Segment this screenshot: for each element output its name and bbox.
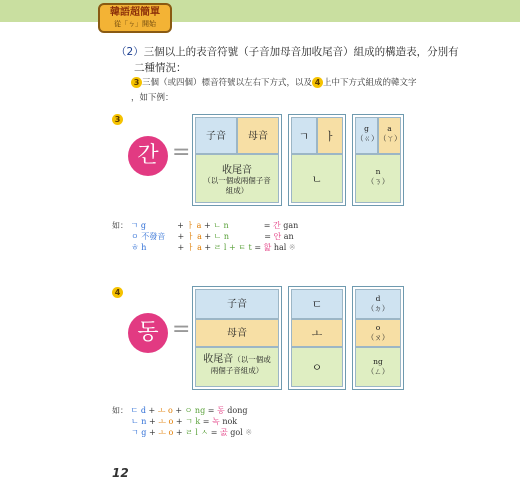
example-consonant: ㄴ n [131,417,147,426]
jamo-giyeok: ㄱ [291,117,317,154]
rom-a-bopomofo: （ㄚ） [379,134,402,143]
example-final-extra: ㅅ [200,428,209,437]
example-romanization: dong [227,406,248,415]
vowel-cell: 母音 [195,319,279,347]
example-final: ㄴ n [213,221,229,230]
logo-title: 韓語超簡單 [110,7,160,18]
final-sub-1: （以一個或 [233,355,271,364]
example-vowel: ㅏ a [186,221,202,230]
jamo-a: ㅏ [317,117,343,154]
equals-sign: = [202,417,210,426]
plus-sign: + [177,232,185,241]
example-result: 핥 [263,243,272,252]
example-vowel: ㅏ a [186,232,202,241]
note-text-2: 上中下方式組成的韓文字 [323,78,417,88]
case-4-marker: 4 [112,287,123,298]
example-row [112,405,252,416]
rom-o-bopomofo: （ㄡ） [366,333,390,342]
plus-sign: + [204,243,212,252]
final-sub-2: 組成） [225,186,249,195]
plus-sign: + [148,406,156,415]
rom-g: g [364,124,369,133]
rom-o: o [375,323,381,332]
plus-sign: + [148,428,156,437]
intro-note [131,76,417,106]
equals-sign: = [254,243,262,252]
rom-ng-bopomofo: （ㄥ） [366,367,390,376]
example-result: 간 [272,221,281,230]
rom-g-cell [355,117,378,154]
consonant-cell: 子音 [195,117,237,154]
plus-sign: + [177,243,185,252]
example-consonant: ㄱ g [130,221,146,230]
rom-ng: ng [373,357,383,366]
jamo-ieung: ㅇ [291,347,343,387]
example-row [112,242,298,253]
examples-label: 如： [112,406,128,415]
equals-sign: = [172,140,191,165]
rom-ng-cell [355,347,401,387]
examples-case-4 [112,405,252,438]
example-consonant: ㅎ h [131,243,147,252]
final-label: 收尾音 [222,165,252,176]
example-row [112,231,298,242]
reference-mark: ※ [288,243,296,252]
final-cell [195,347,279,387]
equals-sign: = [172,317,191,342]
example-vowel: ㅏ a [186,243,202,252]
section-number: （2） [116,46,144,58]
example-consonant: ㄱ g [131,428,147,437]
syllable-dong: 동 [128,313,168,353]
example-final: ㄱ k [185,417,201,426]
plus-sign: + [175,406,183,415]
example-final-extra: + ㅌ t [229,243,252,252]
equals-sign: = [264,232,271,241]
plus-sign: + [203,221,211,230]
rom-a-cell [378,117,401,154]
final-sub-1: （以一個或兩個子音 [203,176,271,185]
plus-sign: + [175,428,183,437]
example-final: ㄹ l [185,428,198,437]
example-result: 곬 [220,428,228,437]
examples-case-3 [112,220,298,253]
example-consonant: ㄷ d [130,406,146,415]
example-vowel: ㅗ o [157,406,173,415]
plus-sign: + [148,417,156,426]
example-romanization: gol [230,428,243,437]
example-romanization: an [283,232,294,241]
example-row [112,416,252,427]
final-cell [195,154,279,203]
example-romanization: gan [283,221,299,230]
example-result: 녹 [212,417,220,426]
examples-label: 如： [112,221,128,230]
vowel-cell: 母音 [237,117,279,154]
rom-d-bopomofo: （ㄉ） [366,304,390,313]
case-3-marker: 3 [112,114,123,125]
logo-subtitle: 從「ㄅ」開始 [114,20,156,28]
syllable-gan: 간 [128,136,168,176]
example-row [112,427,252,438]
section-heading [116,44,459,76]
plus-sign: + [175,417,183,426]
rom-n-cell [355,154,401,203]
rom-d-cell [355,289,401,319]
jamo-o: ㅗ [291,319,343,347]
equals-sign: = [207,406,215,415]
section-title-line1: 三個以上的表音符號（子音加母音加收尾音）組成的構造表，分別有 [143,46,459,58]
example-consonant: ㅇ 不發音 [131,232,166,241]
final-row-1 [196,353,278,366]
example-final: ㅇ ng [184,406,206,415]
example-vowel: ㅗ o [158,428,174,437]
example-final: ㄴ n [213,232,230,241]
rom-g-bopomofo: （ㄍ） [356,134,379,143]
example-romanization: hal [273,243,287,252]
plus-sign: + [177,221,184,230]
case-3-badge: 3 [131,77,142,88]
note-text-3: ，如下例： [131,93,174,103]
example-result: 안 [273,232,282,241]
consonant-cell: 子音 [195,289,279,319]
rom-n: n [375,167,381,176]
equals-sign: = [263,221,271,230]
example-result: 동 [216,406,225,415]
rom-a: a [387,124,392,133]
note-text-1: 三個（或四個）標音符號以左右下方式，以及 [142,78,313,88]
jamo-nieun: ㄴ [291,154,343,203]
final-sub-2: 兩個子音組成） [210,366,264,375]
page-number: 12 [112,466,129,480]
book-logo [98,3,172,33]
example-row [112,220,298,231]
plus-sign: + [204,232,212,241]
example-vowel: ㅗ o [158,417,174,426]
example-romanization: nok [222,417,238,426]
header-band [0,0,520,22]
rom-d: d [375,294,381,303]
section-title-line2: 二種情況： [134,62,187,74]
equals-sign: = [210,428,218,437]
example-final: ㄹ l [213,243,227,252]
rom-n-bopomofo: （ㄋ） [366,177,390,186]
case-4-badge: 4 [312,77,323,88]
rom-o-cell [355,319,401,347]
final-label: 收尾音 [203,354,234,365]
jamo-digeut: ㄷ [291,289,343,319]
reference-mark: ※ [245,428,253,437]
